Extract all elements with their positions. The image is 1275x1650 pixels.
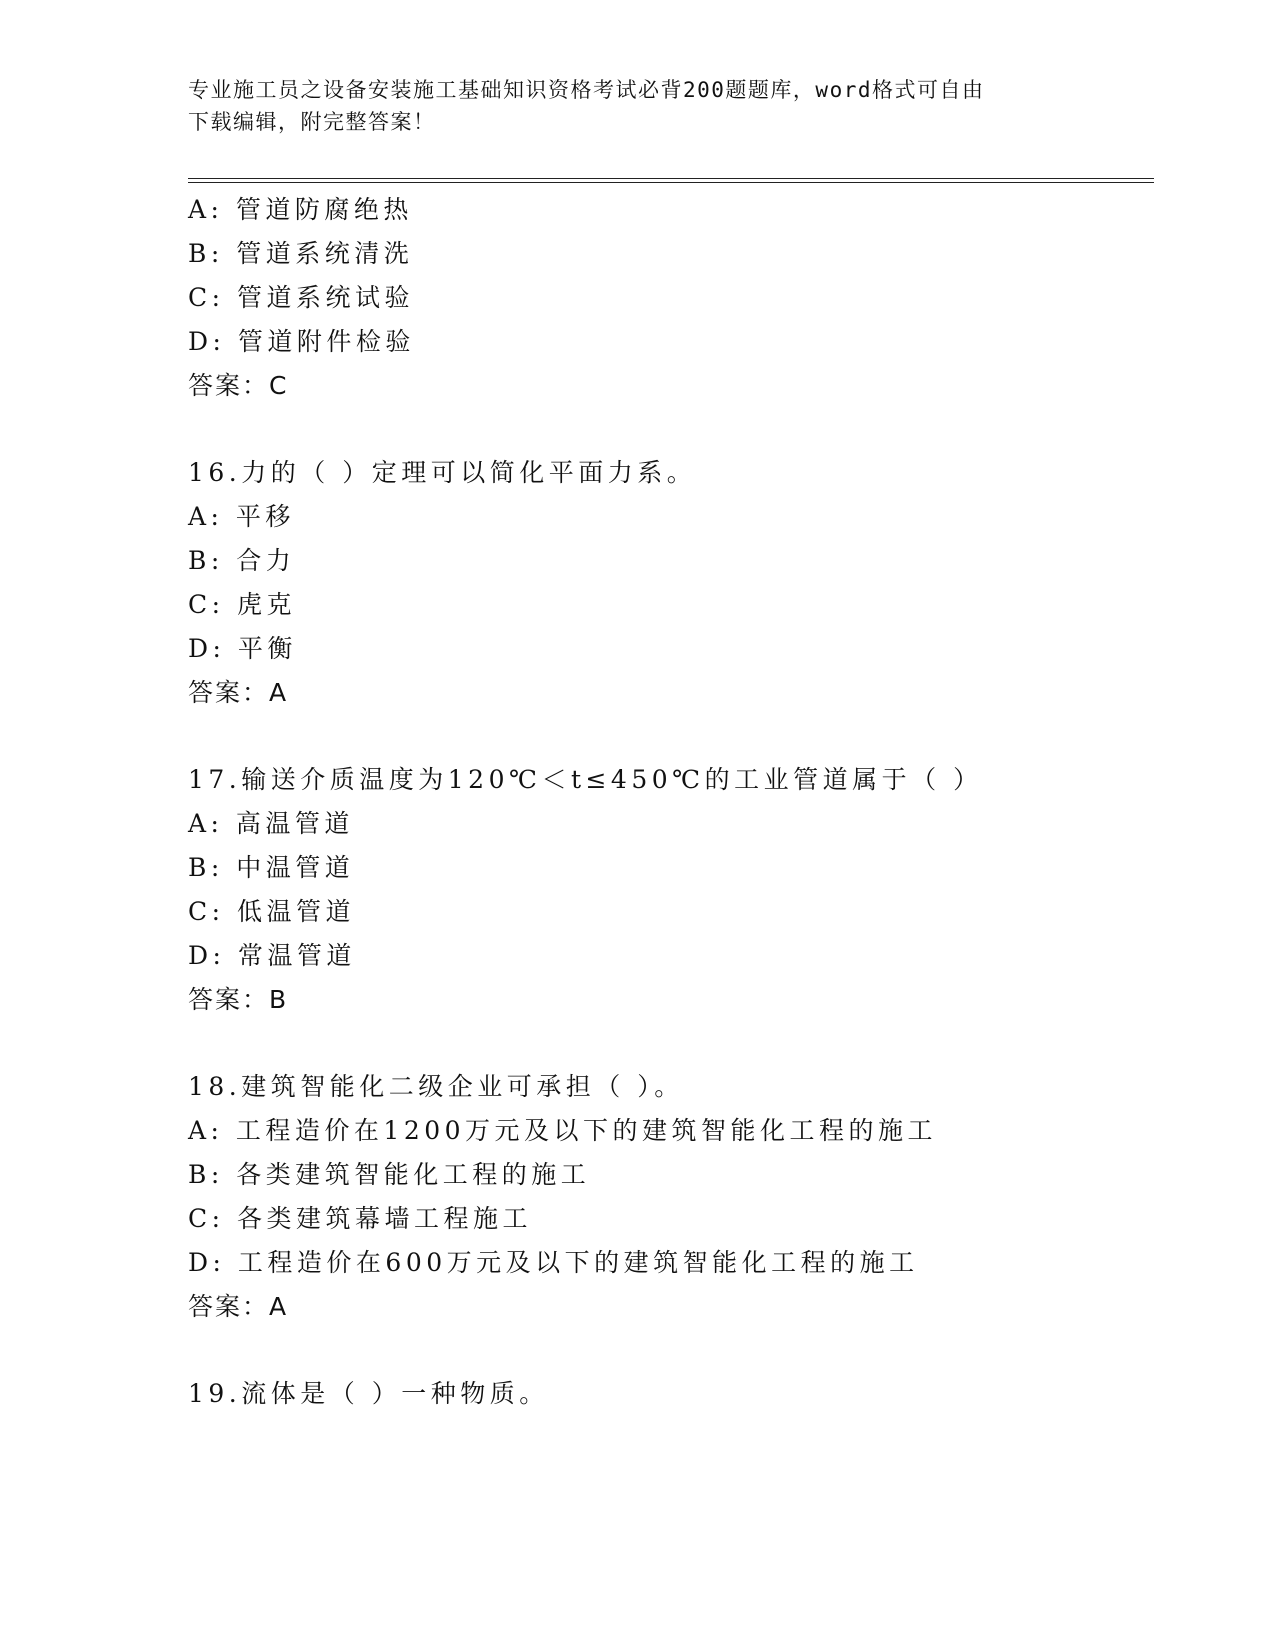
q18-option-a: A: 工程造价在1200万元及以下的建筑智能化工程的施工 [188, 1116, 938, 1145]
q16-answer: 答案：A [188, 678, 289, 707]
q15-option-c: C: 管道系统试验 [188, 283, 414, 312]
q17-option-c: C: 低温管道 [188, 897, 355, 926]
q17-question: 17.输送介质温度为120℃＜t≤450℃的工业管道属于（ ） [188, 765, 983, 794]
q16-option-c: C: 虎克 [188, 590, 296, 619]
q16-option-a: A: 平移 [188, 502, 295, 531]
q16-option-d: D: 平衡 [188, 634, 297, 663]
q16-option-b: B: 合力 [188, 546, 296, 575]
q18-answer: 答案：A [188, 1292, 289, 1321]
q18-option-d: D: 工程造价在600万元及以下的建筑智能化工程的施工 [188, 1248, 919, 1277]
q17-answer: 答案：B [188, 985, 289, 1014]
header-line-2: 下载编辑，附完整答案！ [188, 110, 436, 134]
q15-option-b: B: 管道系统清洗 [188, 239, 414, 268]
q17-option-d: D: 常温管道 [188, 941, 356, 970]
q17-option-b: B: 中温管道 [188, 853, 355, 882]
header-divider-top [188, 178, 1154, 179]
q19-question: 19.流体是（ ）一种物质。 [188, 1379, 549, 1408]
q16-question: 16.力的（ ）定理可以简化平面力系。 [188, 458, 697, 487]
q18-question: 18.建筑智能化二级企业可承担（ ）。 [188, 1072, 684, 1101]
q15-option-a: A: 管道防腐绝热 [188, 195, 413, 224]
q17-option-a: A: 高温管道 [188, 809, 354, 838]
q18-option-b: B: 各类建筑智能化工程的施工 [188, 1160, 591, 1189]
header-line-1: 专业施工员之设备安装施工基础知识资格考试必背200题题库，word格式可自由 [188, 78, 985, 102]
q15-answer: 答案：C [188, 371, 289, 400]
header-divider-bottom [188, 182, 1154, 183]
q15-option-d: D: 管道附件检验 [188, 327, 415, 356]
q18-option-c: C: 各类建筑幕墙工程施工 [188, 1204, 532, 1233]
document-header [188, 74, 1068, 138]
